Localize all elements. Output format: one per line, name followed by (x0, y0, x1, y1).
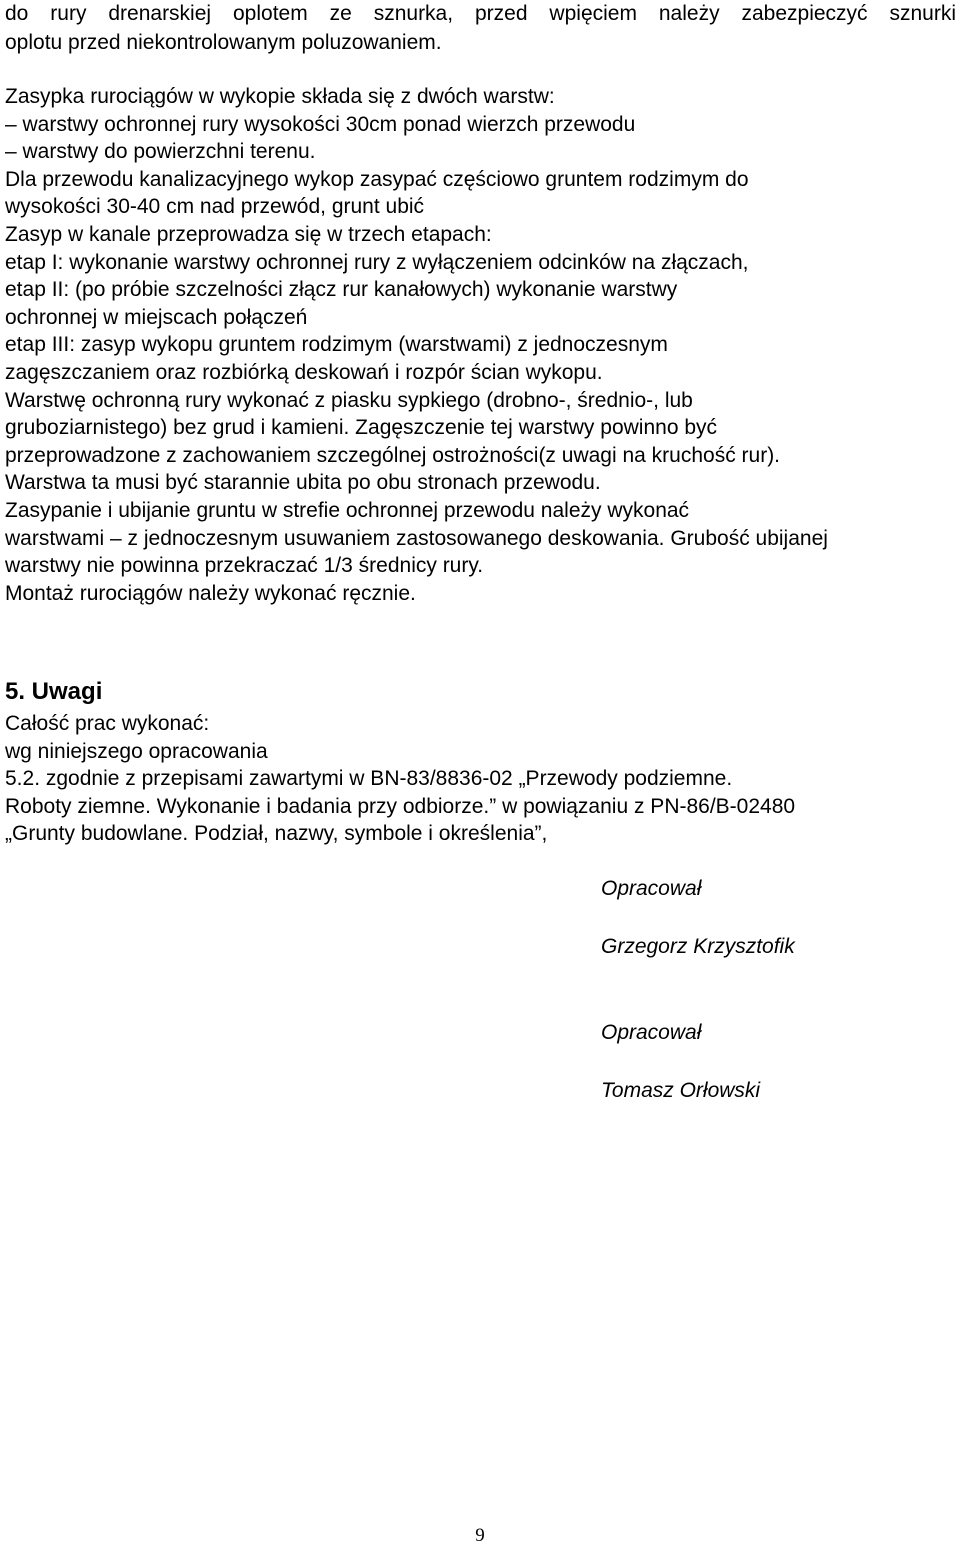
backfill-line: warstwy nie powinna przekraczać 1/3 średnicy rury. (5, 554, 484, 578)
page-number: 9 (475, 1525, 485, 1546)
intro-paragraph (5, 0, 956, 28)
backfill-line: wysokości 30-40 cm nad przewód, grunt ubić (5, 195, 425, 219)
section-5-line: Roboty ziemne. Wykonanie i badania przy odbiorze.” w powiązaniu z PN-86/B-02480 (5, 794, 796, 818)
backfill-line: zagęszczaniem oraz rozbiórką deskowań i rozpór ścian wykopu. (5, 360, 603, 384)
backfill-line: gruboziarnistego) bez grud i kamieni. Zagęszczenie tej warstwy powinno być (5, 416, 718, 440)
section-5-line: wg niniejszego opracowania (5, 739, 268, 763)
backfill-line: etap I: wykonanie warstwy ochronnej rury z wyłączeniem odcinków na złączach, (5, 250, 749, 274)
backfill-line: przeprowadzone z zachowaniem szczególnej ostrożności(z uwagi na kruchość rur). (5, 443, 781, 467)
section-5-heading: 5. Uwagi (5, 678, 103, 705)
section-5-line: 5.2. zgodnie z przepisami zawartymi w BN-83/8836-02 „Przewody podziemne. (5, 767, 733, 791)
backfill-list-item-1: – warstwy ochronnej rury wysokości 30cm ponad wierzch przewodu (5, 112, 636, 136)
backfill-line: Dla przewodu kanalizacyjnego wykop zasypać częściowo gruntem rodzimym do (5, 167, 749, 191)
intro-paragraph-end (5, 29, 956, 57)
backfill-intro: Zasypka rurociągów w wykopie składa się z dwóch warstw: (5, 85, 555, 108)
backfill-section (5, 83, 956, 607)
signature-name-2: Tomasz Orłowski (601, 1079, 761, 1102)
backfill-line: Warstwa ta musi być starannie ubita po obu stronach przewodu. (5, 471, 601, 495)
backfill-line: warstwami – z jednoczesnym usuwaniem zastosowanego deskowania. Grubość ubijanej (5, 526, 828, 550)
intro-line-1: do rury drenarskiej oplotem ze sznurka, przed wpięciem należy zabezpieczyć sznurki (5, 2, 956, 25)
backfill-line: Zasypanie i ubijanie gruntu w strefie ochronnej przewodu należy wykonać (5, 498, 690, 522)
signature-name-1: Grzegorz Krzysztofik (601, 935, 795, 958)
backfill-line: etap III: zasyp wykopu gruntem rodzimym (warstwami) z jednoczesnym (5, 333, 668, 357)
section-5-body (5, 710, 956, 848)
intro-line-2: oplotu przed niekontrolowanym poluzowaniem. (5, 31, 442, 54)
signature-label-1: Opracował (601, 877, 702, 900)
backfill-list-item-2: – warstwy do powierzchni terenu. (5, 140, 316, 164)
backfill-line: etap II: (po próbie szczelności złącz rur kanałowych) wykonanie warstwy (5, 278, 678, 302)
backfill-line: Zasyp w kanale przeprowadza się w trzech etapach: (5, 222, 492, 246)
backfill-line: ochronnej w miejscach połączeń (5, 305, 308, 329)
section-5-line: Całość prac wykonać: (5, 712, 210, 735)
backfill-line: Montaż rurociągów należy wykonać ręcznie. (5, 581, 416, 605)
signature-label-2: Opracował (601, 1021, 702, 1044)
backfill-line: Warstwę ochronną rury wykonać z piasku sypkiego (drobno-, średnio-, lub (5, 388, 693, 412)
section-5-line: „Grunty budowlane. Podział, nazwy, symbole i określenia”, (5, 822, 548, 846)
